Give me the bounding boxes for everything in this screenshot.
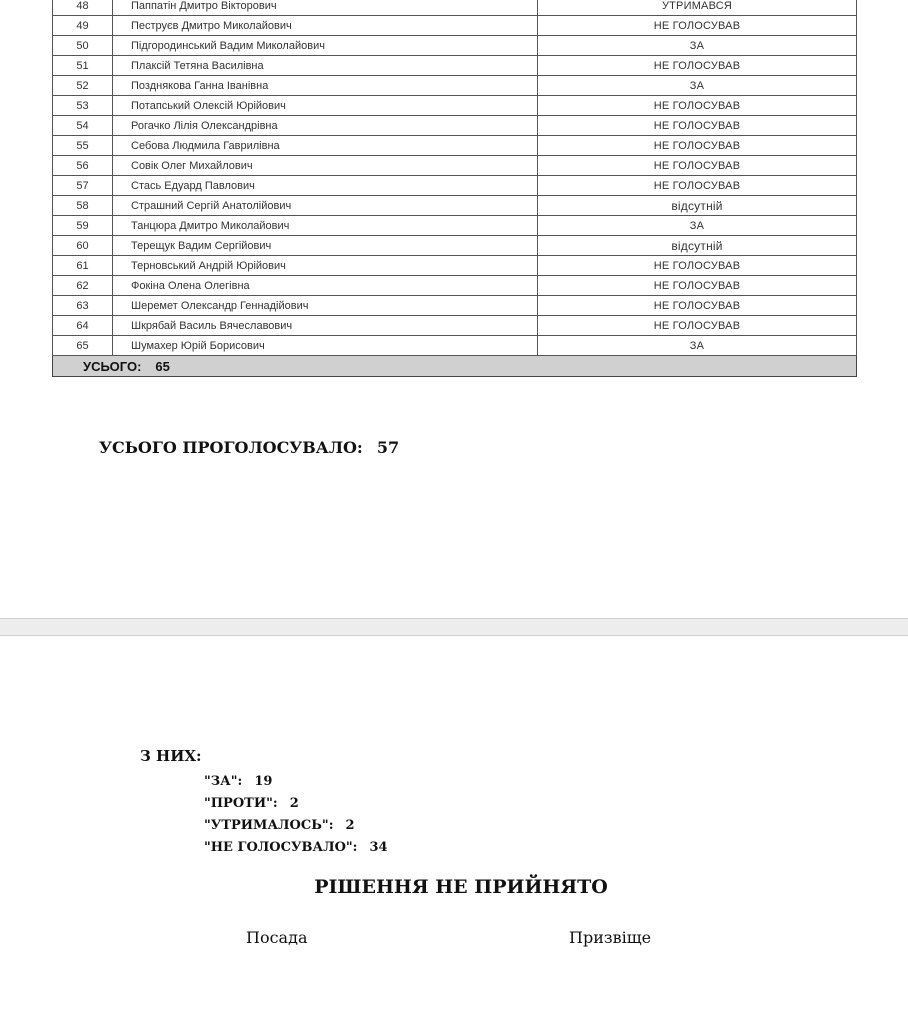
stat-not-voted-value: 34: [369, 840, 388, 855]
stat-against-label: "ПРОТИ":: [204, 796, 278, 811]
deputy-name: Потапський Олексій Юрійович: [113, 96, 538, 116]
table-row: [53, 176, 857, 196]
table-row: [53, 16, 857, 36]
deputy-name: Стась Едуард Павлович: [113, 176, 538, 196]
row-number: 56: [53, 156, 113, 176]
total-label: УСЬОГО:: [83, 358, 142, 374]
stat-for-label: "ЗА":: [204, 774, 243, 789]
deputy-name: Фокіна Олена Олегівна: [113, 276, 538, 296]
table-row: [53, 116, 857, 136]
table-row: [53, 96, 857, 116]
table-row: [53, 256, 857, 276]
deputy-name: Позднякова Ганна Іванівна: [113, 76, 538, 96]
stat-not-voted: [204, 840, 388, 855]
deputy-name: Себова Людмила Гаврилівна: [113, 136, 538, 156]
row-number: 51: [53, 56, 113, 76]
row-number: 52: [53, 76, 113, 96]
stat-not-voted-label: "НЕ ГОЛОСУВАЛО":: [204, 840, 358, 855]
row-number: 54: [53, 116, 113, 136]
table-row: [53, 296, 857, 316]
stat-for-value: 19: [254, 774, 273, 789]
table-row: [53, 36, 857, 56]
total-voted-label: УСЬОГО ПРОГОЛОСУВАЛО:: [99, 438, 363, 457]
row-number: 58: [53, 196, 113, 216]
vote-result: ЗА: [538, 336, 857, 356]
row-number: 61: [53, 256, 113, 276]
table-row: [53, 0, 857, 16]
deputy-name: Терещук Вадим Сергійович: [113, 236, 538, 256]
stat-against-value: 2: [289, 796, 299, 811]
vote-result: ЗА: [538, 76, 857, 96]
vote-result: НЕ ГОЛОСУВАВ: [538, 316, 857, 336]
table-row: [53, 136, 857, 156]
signature-surname-label: Призвіще: [569, 928, 652, 947]
vote-result: ЗА: [538, 216, 857, 236]
total-cell: [53, 356, 857, 377]
deputy-name: Шумахер Юрій Борисович: [113, 336, 538, 356]
row-number: 48: [53, 0, 113, 16]
vote-result: відсутній: [538, 196, 857, 216]
decision-title: РІШЕННЯ НЕ ПРИЙНЯТО: [314, 876, 608, 898]
row-number: 65: [53, 336, 113, 356]
deputy-name: Плаксій Тетяна Василівна: [113, 56, 538, 76]
deputy-name: Страшний Сергій Анатолійович: [113, 196, 538, 216]
row-number: 55: [53, 136, 113, 156]
stat-abstained-label: "УТРИМАЛОСЬ":: [204, 818, 334, 833]
deputy-name: Рогачко Лілія Олександрівна: [113, 116, 538, 136]
total-voted-line: [99, 438, 399, 457]
deputy-name: Танцюра Дмитро Миколайович: [113, 216, 538, 236]
row-number: 57: [53, 176, 113, 196]
total-row: [53, 356, 857, 377]
deputy-name: Совік Олег Михайлович: [113, 156, 538, 176]
table-row: [53, 236, 857, 256]
page-separator: [0, 618, 908, 636]
vote-result: НЕ ГОЛОСУВАВ: [538, 136, 857, 156]
total-voted-value: 57: [376, 438, 400, 457]
table-row: [53, 276, 857, 296]
deputy-name: Шкрябай Василь Вячеславович: [113, 316, 538, 336]
row-number: 60: [53, 236, 113, 256]
voting-table: [52, 0, 857, 377]
deputy-name: Паппатін Дмитро Вікторович: [113, 0, 538, 16]
deputy-name: Терновський Андрій Юрійович: [113, 256, 538, 276]
table-row: [53, 76, 857, 96]
vote-result: НЕ ГОЛОСУВАВ: [538, 276, 857, 296]
stat-abstained: [204, 818, 355, 833]
deputy-name: Підгородинський Вадим Миколайович: [113, 36, 538, 56]
table-row: [53, 316, 857, 336]
vote-result: НЕ ГОЛОСУВАВ: [538, 156, 857, 176]
table-row: [53, 336, 857, 356]
vote-result: НЕ ГОЛОСУВАВ: [538, 296, 857, 316]
deputy-name: Шеремет Олександр Геннадійович: [113, 296, 538, 316]
row-number: 63: [53, 296, 113, 316]
deputy-name: Пеструєв Дмитро Миколайович: [113, 16, 538, 36]
row-number: 50: [53, 36, 113, 56]
vote-result: НЕ ГОЛОСУВАВ: [538, 116, 857, 136]
stat-for: [204, 774, 272, 789]
document-page-bottom: [0, 636, 908, 1024]
row-number: 49: [53, 16, 113, 36]
table-row: [53, 156, 857, 176]
voting-table-body: [53, 0, 857, 356]
row-number: 64: [53, 316, 113, 336]
total-value: 65: [155, 358, 170, 374]
table-row: [53, 56, 857, 76]
table-row: [53, 216, 857, 236]
vote-result: відсутній: [538, 236, 857, 256]
vote-result: НЕ ГОЛОСУВАВ: [538, 176, 857, 196]
vote-result: НЕ ГОЛОСУВАВ: [538, 256, 857, 276]
of-them-heading: З НИХ:: [140, 747, 202, 765]
vote-result: ЗА: [538, 36, 857, 56]
vote-result: НЕ ГОЛОСУВАВ: [538, 56, 857, 76]
stat-abstained-value: 2: [345, 818, 355, 833]
row-number: 62: [53, 276, 113, 296]
vote-result: УТРИМАВСЯ: [538, 0, 857, 16]
row-number: 53: [53, 96, 113, 116]
table-row: [53, 196, 857, 216]
signature-position-label: Посада: [246, 928, 308, 947]
vote-result: НЕ ГОЛОСУВАВ: [538, 96, 857, 116]
vote-result: НЕ ГОЛОСУВАВ: [538, 16, 857, 36]
row-number: 59: [53, 216, 113, 236]
stat-against: [204, 796, 299, 811]
